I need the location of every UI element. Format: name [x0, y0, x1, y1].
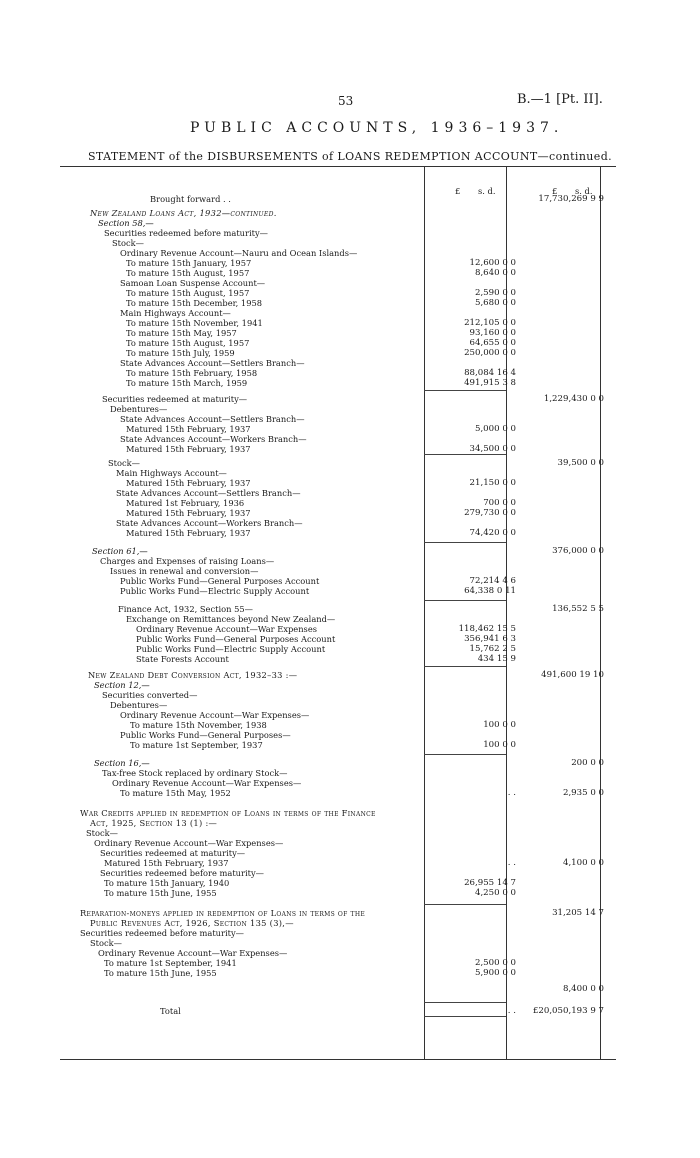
- row-label: To mature 15th February, 1958: [126, 368, 258, 378]
- row-label: Public Revenues Act, 1926, Section 135 (3),—: [90, 918, 294, 928]
- row-total: 200 0 0: [571, 758, 604, 768]
- row-label: Ordinary Revenue Account—Nauru and Ocean Islands—: [120, 248, 358, 258]
- row-amount: 356,941 6 3: [464, 634, 516, 644]
- row-amount: 5,000 0 0: [474, 424, 516, 434]
- row-total: 17,730,269 9 9: [538, 194, 604, 204]
- row-label: New Zealand Debt Conversion Act, 1932–33 :—: [88, 670, 298, 680]
- row-label: Samoan Loan Suspense Account—: [120, 278, 266, 288]
- row-label: Main Highways Account—: [116, 468, 227, 478]
- row-amount: 2,500 0 0: [474, 958, 516, 968]
- row-label: To mature 15th May, 1957: [126, 328, 237, 338]
- row-amount: . .: [507, 788, 516, 798]
- subtotal-rule: [424, 1016, 506, 1017]
- row-total: 8,400 0 0: [562, 984, 604, 994]
- row-label: Securities redeemed at maturity—: [102, 394, 248, 404]
- row-amount: 34,500 0 0: [469, 444, 516, 454]
- row-label: Securities converted—: [102, 690, 198, 700]
- row-amount: 21,150 0 0: [469, 478, 516, 488]
- row-total: 4,100 0 0: [562, 858, 604, 868]
- row-label: Section 58,—: [98, 218, 154, 228]
- row-label: Public Works Fund—General Purposes—: [120, 730, 291, 740]
- row-amount: 2,590 0 0: [474, 288, 516, 298]
- row-amount: 279,730 0 0: [464, 508, 516, 518]
- row-total: 376,000 0 0: [552, 546, 604, 556]
- row-label: Securities redeemed at maturity—: [100, 848, 246, 858]
- row-amount: 88,084 16 4: [464, 368, 516, 378]
- row-label: Matured 15th February, 1937: [126, 424, 251, 434]
- disbursements-table: [60, 166, 616, 1060]
- row-label: To mature 1st September, 1937: [130, 740, 263, 750]
- row-amount: 64,655 0 0: [469, 338, 516, 348]
- row-label: Public Works Fund—General Purposes Account: [136, 634, 336, 644]
- row-label: To mature 15th November, 1938: [130, 720, 267, 730]
- row-amount: 250,000 0 0: [464, 348, 516, 358]
- statement-subtitle: STATEMENT of the DISBURSEMENTS of LOANS REDEMPTION ACCOUNT—continued.: [88, 150, 613, 163]
- row-label: Stock—: [86, 828, 118, 838]
- row-total: 1,229,430 0 0: [543, 394, 604, 404]
- row-label: Charges and Expenses of raising Loans—: [100, 556, 275, 566]
- row-label: Securities redeemed before maturity—: [104, 228, 268, 238]
- row-label: Debentures—: [110, 700, 168, 710]
- row-label: New Zealand Loans Act, 1932—continued.: [90, 208, 277, 218]
- row-total: £20,050,193 9 7: [532, 1006, 604, 1016]
- row-label: To mature 15th January, 1940: [104, 878, 230, 888]
- row-label: Tax-free Stock replaced by ordinary Stock—: [102, 768, 288, 778]
- row-label: Matured 1st February, 1936: [126, 498, 245, 508]
- row-amount: 5,680 0 0: [474, 298, 516, 308]
- row-label: To mature 15th August, 1957: [126, 288, 250, 298]
- row-label: Section 16,—: [94, 758, 150, 768]
- row-label: Public Works Fund—Electric Supply Account: [120, 586, 310, 596]
- row-label: Matured 15th February, 1937: [126, 528, 251, 538]
- row-amount: 12,600 0 0: [469, 258, 516, 268]
- row-label: Act, 1925, Section 13 (1) :—: [90, 818, 218, 828]
- row-amount: . .: [507, 858, 516, 868]
- header-sd-2: s. d.: [575, 186, 593, 196]
- header-pounds-1: £: [455, 186, 461, 196]
- table-bottom-rule: [60, 1059, 616, 1060]
- row-label: To mature 15th January, 1957: [126, 258, 252, 268]
- row-amount: 93,160 0 0: [469, 328, 516, 338]
- row-label: To mature 15th June, 1955: [104, 968, 217, 978]
- row-amount: 4,250 0 0: [474, 888, 516, 898]
- subtotal-rule: [424, 666, 506, 667]
- row-label: Public Works Fund—General Purposes Account: [120, 576, 320, 586]
- page-reference: B.—1 [Pt. II].: [517, 92, 603, 107]
- row-label: Public Works Fund—Electric Supply Account: [136, 644, 326, 654]
- row-label: Matured 15th February, 1937: [104, 858, 229, 868]
- row-amount: 434 15 9: [477, 654, 516, 664]
- row-amount: 15,762 2 5: [469, 644, 516, 654]
- row-label: Stock—: [108, 458, 140, 468]
- row-label: State Advances Account—Settlers Branch—: [120, 358, 305, 368]
- row-amount: 5,900 0 0: [474, 968, 516, 978]
- row-label: Securities redeemed before maturity—: [100, 868, 264, 878]
- table-top-rule: [60, 166, 616, 167]
- row-label: To mature 15th November, 1941: [126, 318, 263, 328]
- row-label: Main Highways Account—: [120, 308, 231, 318]
- row-amount: 700 0 0: [483, 498, 516, 508]
- subtotal-rule: [424, 904, 506, 905]
- row-label: Exchange on Remittances beyond New Zealand—: [126, 614, 336, 624]
- row-amount: 491,915 3 8: [464, 378, 516, 388]
- row-label: To mature 15th March, 1959: [126, 378, 248, 388]
- row-label: Ordinary Revenue Account—War Expenses—: [98, 948, 288, 958]
- row-total: 2,935 0 0: [562, 788, 604, 798]
- row-label: State Advances Account—Workers Branch—: [120, 434, 307, 444]
- row-label: To mature 15th June, 1955: [104, 888, 217, 898]
- row-label: State Advances Account—Workers Branch—: [116, 518, 303, 528]
- row-label: To mature 1st September, 1941: [104, 958, 237, 968]
- row-label: State Advances Account—Settlers Branch—: [116, 488, 301, 498]
- row-label: To mature 15th December, 1958: [126, 298, 263, 308]
- row-amount: 100 0 0: [483, 740, 516, 750]
- row-amount: 74,420 0 0: [469, 528, 516, 538]
- row-label: Matured 15th February, 1937: [126, 478, 251, 488]
- row-amount: 8,640 0 0: [474, 268, 516, 278]
- row-amount: 26,955 14 7: [464, 878, 516, 888]
- row-label: Matured 15th February, 1937: [126, 508, 251, 518]
- subtotal-rule: [424, 1002, 506, 1003]
- row-label: State Forests Account: [136, 654, 229, 664]
- row-label: Total: [160, 1006, 181, 1016]
- row-label: To mature 15th August, 1957: [126, 338, 250, 348]
- row-label: Stock—: [112, 238, 144, 248]
- row-label: To mature 15th July, 1959: [126, 348, 235, 358]
- row-label: Matured 15th February, 1937: [126, 444, 251, 454]
- row-label: War Credits applied in redemption of Loans in terms of the Finance: [80, 808, 376, 818]
- row-label: Securities redeemed before maturity—: [80, 928, 244, 938]
- row-amount: . .: [507, 1006, 516, 1016]
- subtotal-rule: [424, 754, 506, 755]
- row-label: To mature 15th May, 1952: [120, 788, 231, 798]
- page-number: 53: [338, 94, 354, 108]
- subtotal-rule: [424, 390, 506, 391]
- row-label: Issues in renewal and conversion—: [110, 566, 259, 576]
- row-label: Reparation-moneys applied in redemption of Loans in terms of the: [80, 908, 366, 918]
- row-amount: 118,462 15 5: [458, 624, 516, 634]
- header-pounds-2: £: [552, 186, 558, 196]
- row-amount: 72,214 4 6: [469, 576, 516, 586]
- row-total: 491,600 19 10: [541, 670, 604, 680]
- subtotal-rule: [424, 600, 506, 601]
- header-sd-1: s. d.: [478, 186, 496, 196]
- subtotal-rule: [424, 454, 506, 455]
- row-total: 31,205 14 7: [552, 908, 604, 918]
- row-label: Finance Act, 1932, Section 55—: [118, 604, 253, 614]
- row-label: Section 12,—: [94, 680, 150, 690]
- row-label: To mature 15th August, 1957: [126, 268, 250, 278]
- row-total: 136,552 5 5: [552, 604, 604, 614]
- row-label: Section 61,—: [92, 546, 148, 556]
- row-amount: 64,338 0 11: [464, 586, 516, 596]
- row-label: Brought forward . .: [150, 194, 231, 204]
- row-total: 39,500 0 0: [557, 458, 604, 468]
- row-label: Ordinary Revenue Account—War Expenses—: [112, 778, 302, 788]
- row-amount: 100 0 0: [483, 720, 516, 730]
- row-label: Debentures—: [110, 404, 168, 414]
- page-title: PUBLIC ACCOUNTS, 1936–1937.: [190, 120, 564, 136]
- row-label: Ordinary Revenue Account—War Expenses: [136, 624, 317, 634]
- row-label: State Advances Account—Settlers Branch—: [120, 414, 305, 424]
- row-label: Stock—: [90, 938, 122, 948]
- subtotal-rule: [424, 542, 506, 543]
- row-amount: 212,105 0 0: [464, 318, 516, 328]
- row-label: Ordinary Revenue Account—War Expenses—: [120, 710, 310, 720]
- row-label: Ordinary Revenue Account—War Expenses—: [94, 838, 284, 848]
